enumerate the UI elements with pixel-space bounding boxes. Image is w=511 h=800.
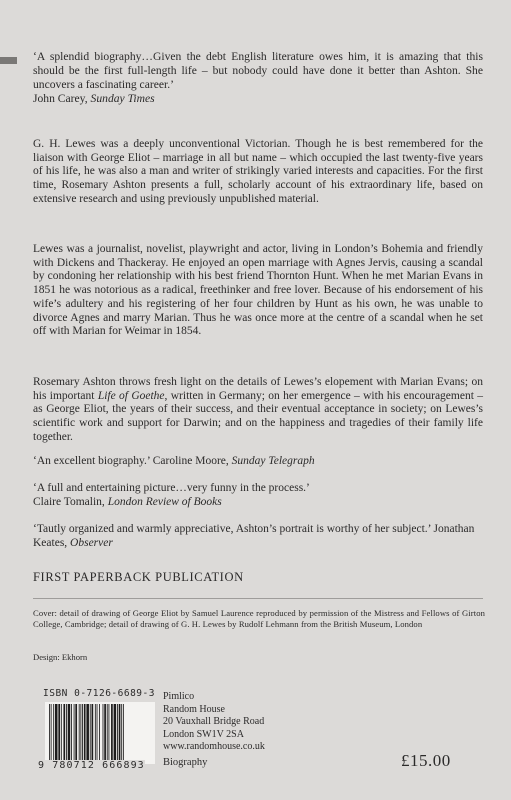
- barcode-bar: [68, 704, 71, 762]
- publisher-city: London SW1V 2SA: [163, 728, 244, 740]
- quote-carey-text: ‘A splendid biography…Given the debt English literature owes him, it is amazing that this should be the first full-length life – but nobody could have done it better than Ashton. She uncovers a fascinating career.’: [33, 50, 483, 91]
- barcode: [45, 702, 155, 764]
- barcode-bar: [121, 704, 122, 762]
- price: £15.00: [401, 751, 451, 770]
- barcode-bar: [79, 704, 80, 762]
- quote-carey-source: Sunday Times: [90, 92, 155, 105]
- barcode-bar: [82, 704, 83, 762]
- edge-marker: [0, 57, 17, 64]
- barcode-bar: [74, 704, 75, 762]
- barcode-bar: [104, 704, 106, 762]
- barcode-bar: [90, 704, 91, 762]
- quote-keates: ‘Tautly organized and warmly appreciative, Ashton’s portrait is worthy of her subject.’ Jonathan Keates, Observer: [33, 523, 475, 549]
- barcode-bar: [66, 704, 67, 762]
- barcode-bar: [119, 704, 121, 762]
- barcode-bar: [55, 704, 58, 762]
- paragraph-1: G. H. Lewes was a deeply unconventional Victorian. Though he is best remembered for the liaison with George Eliot – marriage in all but name – which occupied the last twenty-five years of his life, he was also a man and writer of strikingly varied interests and capacities. For the first time, Rosemary Ashton presents a full, scholarly account of his extraordinary life, based on extensive research and using previously unpublished material.: [33, 138, 483, 205]
- barcode-bar: [58, 704, 60, 762]
- quote-moore-source: Sunday Telegraph: [231, 455, 315, 467]
- barcode-bar: [84, 704, 86, 762]
- quote-carey: [33, 50, 483, 106]
- barcode-bar: [75, 704, 77, 762]
- publisher-imprint: Random House: [163, 703, 225, 715]
- barcode-bar: [97, 704, 98, 762]
- publisher-street: 20 Vauxhall Bridge Road: [163, 716, 265, 728]
- quote-tomalin: ‘A full and entertaining picture…very funny in the process.’ Claire Tomalin, London Review of Books: [33, 482, 310, 508]
- barcode-bar: [51, 704, 52, 762]
- cover-credit: Cover: detail of drawing of George Eliot by Samuel Laurence reproduced by permission of the Mistress and Fellows of Girton College, Cambridge; detail of drawing of G. H. Lewes by Rudolf Lehmann from the British Museum, London: [33, 608, 485, 630]
- book-title-life-of-goethe: Life of Goethe: [97, 389, 165, 402]
- edition-notice: FIRST PAPERBACK PUBLICATION: [33, 570, 244, 584]
- barcode-bar: [49, 704, 50, 762]
- paragraph-2: Lewes was a journalist, novelist, playwright and actor, living in London’s Bohemia and friendly with Dickens and Thackeray. He enjoyed an open marriage with Agnes Jervis, causing a scandal by condoning her relationship with his best friend Thornton Hunt. When he met Marian Evans in 1851 he was notorious as a radical, freethinker and free lover. Because of his endorsement of his wife’s adultery and his registering of her four children by Hunt as his own, he was unable to divorce Agnes and marry Marian. Thus he was once more at the centre of a scandal when he set off with Marian for Weimar in 1854.: [33, 243, 483, 338]
- design-credit: Design: Ekhorn: [33, 652, 88, 662]
- quote-carey-attribution: John Carey, Sunday Times: [33, 92, 155, 105]
- barcode-bar: [80, 704, 81, 762]
- publisher-name: Pimlico: [163, 691, 195, 702]
- divider: [33, 598, 483, 599]
- barcode-bar: [86, 704, 89, 762]
- barcode-bar: [99, 704, 100, 762]
- publisher-website: www.randomhouse.co.uk: [163, 741, 265, 753]
- paragraph-3: Rosemary Ashton throws fresh light on the details of Lewes’s elopement with Marian Evans; on his important Life of Goethe, written in Germany; on her emergence – with his encouragement – as George Eliot, the years of their success, and their eventual acceptance in society; on Lewes’s scientific work and support for Darwin; and on the happiness and tragedies of their family life together.: [33, 376, 483, 443]
- quote-keates-source: Observer: [70, 536, 113, 549]
- barcode-bar: [92, 704, 94, 762]
- barcode-bar: [107, 704, 108, 762]
- barcode-bar: [111, 704, 113, 762]
- barcode-bar: [123, 704, 124, 762]
- barcode-bar: [71, 704, 72, 762]
- quote-moore: ‘An excellent biography.’ Caroline Moore, Sunday Telegraph: [33, 455, 315, 467]
- barcode-bar: [63, 704, 65, 762]
- barcode-bar: [117, 704, 118, 762]
- barcode-bar: [95, 704, 96, 762]
- publisher-address: [163, 691, 265, 754]
- category-label: Biography: [163, 757, 208, 768]
- barcode-graphic: [45, 702, 155, 764]
- barcode-bar: [53, 704, 54, 762]
- barcode-bar: [61, 704, 62, 762]
- barcode-bar: [103, 704, 104, 762]
- barcode-bar: [109, 704, 110, 762]
- quote-tomalin-source: London Review of Books: [107, 495, 222, 508]
- barcode-bar: [114, 704, 117, 762]
- isbn: ISBN 0-7126-6689-3: [43, 688, 155, 699]
- barcode-number: 9 780712 666893: [38, 760, 145, 771]
